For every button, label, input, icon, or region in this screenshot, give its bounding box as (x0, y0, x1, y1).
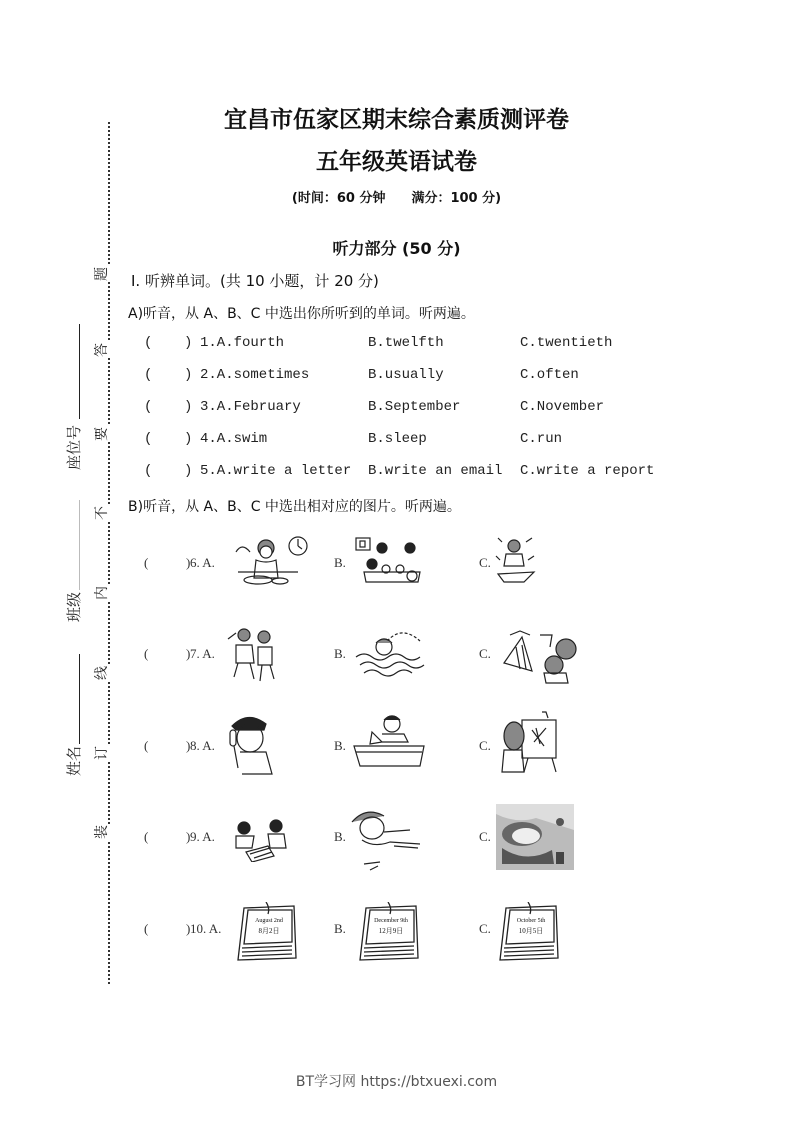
option-b-label: B. (334, 738, 346, 753)
binding-char: 答 (94, 343, 110, 357)
picture-question-7 (144, 625, 604, 695)
picture-question-9 (144, 798, 604, 868)
option-a: 5.A.write a letter (200, 463, 352, 479)
answer-paren-close: ) (186, 646, 191, 661)
picture-question-10 (144, 900, 604, 970)
answer-paren-close: ) (184, 399, 193, 415)
girl-painting-image[interactable] (496, 710, 560, 774)
answer-paren-open[interactable]: ( (144, 431, 153, 447)
calendar-october-image[interactable] (496, 902, 562, 964)
calendar-date-zh: 10月5日 (518, 927, 544, 935)
girls-with-fan-image[interactable] (496, 627, 580, 685)
answer-paren-open[interactable]: ( (144, 335, 153, 351)
option-b: B.September (368, 399, 461, 415)
part1-heading: Ⅰ. 听辨单词。(共 10 小题，计 20 分) (131, 272, 379, 290)
option-c-label: C. (479, 921, 491, 936)
option-b: B.usually (368, 367, 444, 383)
calendar-date-zh: 8月2日 (258, 927, 280, 935)
answer-paren-close: ) (184, 431, 193, 447)
class-field[interactable] (79, 654, 80, 744)
option-a: 1.A.fourth (200, 335, 285, 351)
option-a: 4.A.swim (200, 431, 268, 447)
answer-paren-open[interactable]: ( (144, 829, 149, 844)
option-c-label: C. (479, 646, 491, 661)
calendar-august-image[interactable] (234, 902, 300, 964)
question-row-3 (144, 399, 664, 419)
answer-paren-open[interactable]: ( (144, 367, 153, 383)
option-b: B.write an email (368, 463, 503, 479)
kids-playing-chess-image[interactable] (228, 818, 294, 862)
binding-char: 线 (94, 666, 110, 680)
option-c: C.run (520, 431, 563, 447)
question-row-4 (144, 431, 664, 451)
option-c: C.often (520, 367, 579, 383)
option-c: C.November (520, 399, 605, 415)
exam-info (0, 187, 793, 206)
answer-paren-open[interactable]: ( (144, 738, 149, 753)
option-c-label: C. (479, 738, 491, 753)
partA-instruction: A)听音，从 A、B、C 中选出你所听到的单词。听两遍。 (128, 306, 475, 322)
seat-number-label: 座位号 (65, 424, 83, 470)
answer-paren-open[interactable]: ( (144, 463, 153, 479)
girl-lying-thinking-image[interactable] (350, 806, 422, 876)
calendar-date-en: August 2nd (255, 918, 283, 924)
option-b: B.sleep (368, 431, 427, 447)
answer-paren-close: ) (186, 555, 191, 570)
children-dancing-image[interactable] (226, 625, 282, 683)
option-a-label: 10. A. (190, 921, 222, 936)
score-info: 满分：100 分) (411, 191, 502, 206)
option-a-label: 8. A. (190, 738, 215, 753)
binding-char: 题 (94, 267, 110, 281)
answer-paren-close: ) (186, 829, 191, 844)
question-row-2 (144, 367, 664, 387)
question-row-1 (144, 335, 664, 355)
answer-paren-open[interactable]: ( (144, 555, 149, 570)
option-b-label: B. (334, 921, 346, 936)
option-b-label: B. (334, 555, 346, 570)
calendar-date-zh: 12月9日 (378, 927, 404, 935)
answer-paren-close: ) (184, 463, 193, 479)
girl-jumping-image[interactable] (494, 536, 542, 588)
picture-question-8 (144, 710, 604, 780)
binding-char: 订 (94, 746, 110, 760)
calendar-december-image[interactable] (356, 902, 422, 964)
option-c-label: C. (479, 829, 491, 844)
answer-paren-close: ) (184, 367, 193, 383)
option-b-label: B. (334, 646, 346, 661)
binding-char: 内 (94, 586, 110, 600)
child-swimming-image[interactable] (354, 627, 426, 677)
answer-paren-open[interactable]: ( (144, 646, 149, 661)
question-row-5 (144, 463, 664, 483)
partB-instruction: B)听音，从 A、B、C 中选出相对应的图片。听两遍。 (128, 499, 461, 515)
exam-subtitle: 五年级英语试卷 (316, 149, 477, 175)
option-a: 3.A.February (200, 399, 301, 415)
class-field-upper (79, 500, 80, 590)
listening-section-title: 听力部分 (50 分) (332, 239, 461, 258)
answer-paren-close: ) (184, 335, 193, 351)
exam-title: 宜昌市伍家区期末综合素质测评卷 (224, 107, 569, 133)
picture-question-6 (144, 534, 604, 604)
photo-children-image[interactable] (496, 804, 574, 870)
option-a-label: 7. A. (190, 646, 215, 661)
time-info: (时间：60 分钟 (291, 191, 386, 206)
option-c: C.write a report (520, 463, 655, 479)
option-a: 2.A.sometimes (200, 367, 310, 383)
calendar-date-en: December 9th (374, 918, 408, 924)
option-b: B.twelfth (368, 335, 444, 351)
footer-watermark: BT学习网 https://btxuexi.com (295, 1074, 498, 1090)
option-c-label: C. (479, 555, 491, 570)
option-b-label: B. (334, 829, 346, 844)
boy-on-phone-image[interactable] (226, 712, 274, 776)
option-a-label: 6. A. (190, 555, 215, 570)
girl-eating-breakfast-clock-image[interactable] (228, 534, 308, 590)
answer-paren-open[interactable]: ( (144, 921, 149, 936)
answer-paren-close: ) (186, 921, 191, 936)
binding-char: 装 (94, 825, 110, 839)
name-label: 姓名 (65, 745, 83, 776)
option-c: C.twentieth (520, 335, 613, 351)
class-label: 班级 (65, 591, 83, 622)
seat-number-field[interactable] (79, 324, 80, 419)
answer-paren-close: ) (186, 738, 191, 753)
family-dinner-image[interactable] (354, 536, 426, 588)
option-a-label: 9. A. (190, 829, 215, 844)
binding-char: 不 (94, 506, 110, 520)
boy-reading-at-desk-image[interactable] (352, 712, 428, 770)
answer-paren-open[interactable]: ( (144, 399, 153, 415)
calendar-date-en: October 5th (516, 918, 546, 924)
binding-char: 要 (94, 427, 110, 441)
